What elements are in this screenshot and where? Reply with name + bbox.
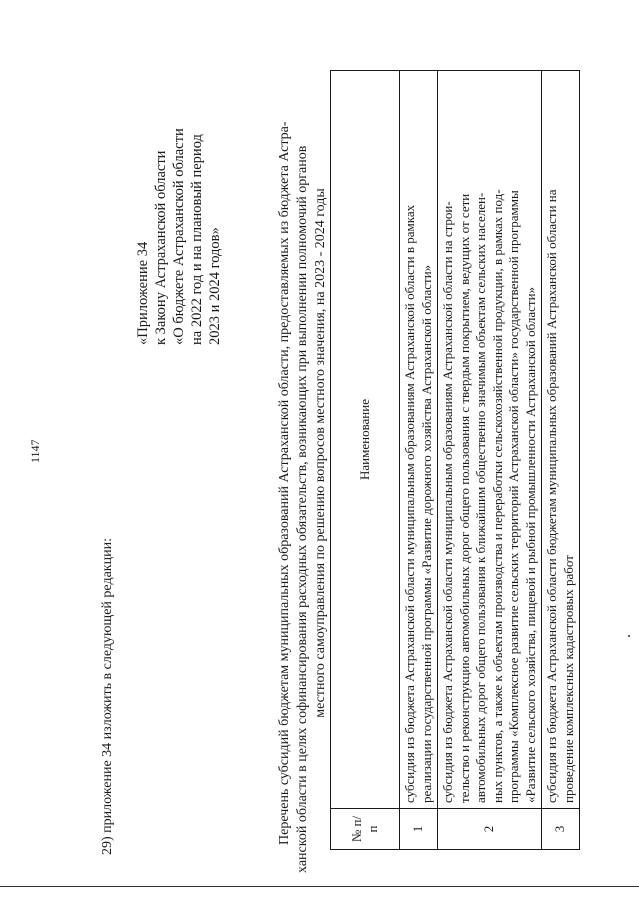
table-row	[542, 71, 580, 850]
amendment-intro: 29) приложение 34 изложить в следующей редакции:	[100, 538, 115, 855]
row-name-line: реализации государственной программы «Развитие дорожного хозяйства Астраханской области»	[418, 264, 434, 803]
appendix-line: к Закону Астраханской области	[153, 150, 169, 345]
table-title-line: Перечень субсидий бюджетам муниципальных образований Астраханской области, предоставляемых из бюджета Астра-	[277, 121, 292, 845]
subsidies-table	[330, 70, 580, 850]
row-name-line: субсидия из бюджета Астраханской области бюджетам муниципальных образований Астраханской области на	[544, 189, 559, 803]
row-number: 2	[438, 809, 542, 850]
page-number: 1147	[28, 439, 42, 463]
row-name-line: тельство и реконструкцию автомобильных дорог общего пользования с твердым покрытием, ведущих от сети	[456, 193, 472, 803]
appendix-header	[134, 65, 224, 345]
row-number: 3	[542, 809, 580, 850]
appendix-line: «Приложение 34	[135, 241, 151, 345]
table-row	[400, 71, 438, 850]
row-name-line: программы «Комплексное развитие сельских территорий Астраханской области» государственной программы	[506, 190, 521, 803]
appendix-line: на 2022 год и на плановый период	[189, 134, 205, 345]
row-name-line: «Развитие сельского хозяйства, пищевой и рыбной промышленности Астраханской области»	[522, 286, 538, 803]
row-name-line: автомобильных дорог общего пользования к ближайшим общественно значимым объектам сельских населен-	[473, 192, 488, 803]
appendix-line: 2023 и 2024 годов»	[207, 227, 223, 345]
table-row	[438, 71, 542, 850]
row-name-line: субсидия из бюджета Астраханской области муниципальным образованиям Астраханской области в рамках	[402, 204, 417, 803]
row-number: 1	[400, 809, 438, 850]
column-header-name: Наименование	[331, 71, 400, 809]
row-name-line: проведение комплексных кадастровых работ	[560, 555, 576, 803]
appendix-line: «О бюджете Астраханской области	[171, 128, 187, 345]
table-title-line: ханской области в целях софинансирования расходных обязательств, возникающих при выполнении полномочий органов	[295, 145, 310, 873]
scan-speck	[628, 635, 630, 637]
table-title-line: местного самоуправления по решению вопросов местного значения, на 2023 - 2024 годы	[313, 188, 328, 718]
row-name	[542, 71, 580, 809]
row-name	[438, 71, 542, 809]
column-header-number: № п/п	[331, 809, 400, 850]
row-name-line: субсидия из бюджета Астраханской области муниципальным образованиям Астраханской области на строи-	[440, 201, 455, 803]
page-edge-line	[0, 886, 639, 887]
row-name-line: ных пунктов, а также к объектам производства и переработки сельскохозяйственной продукции, в рамках под-	[489, 189, 505, 803]
row-name	[400, 71, 438, 809]
table-title	[276, 33, 330, 873]
table-header-row	[331, 71, 400, 850]
